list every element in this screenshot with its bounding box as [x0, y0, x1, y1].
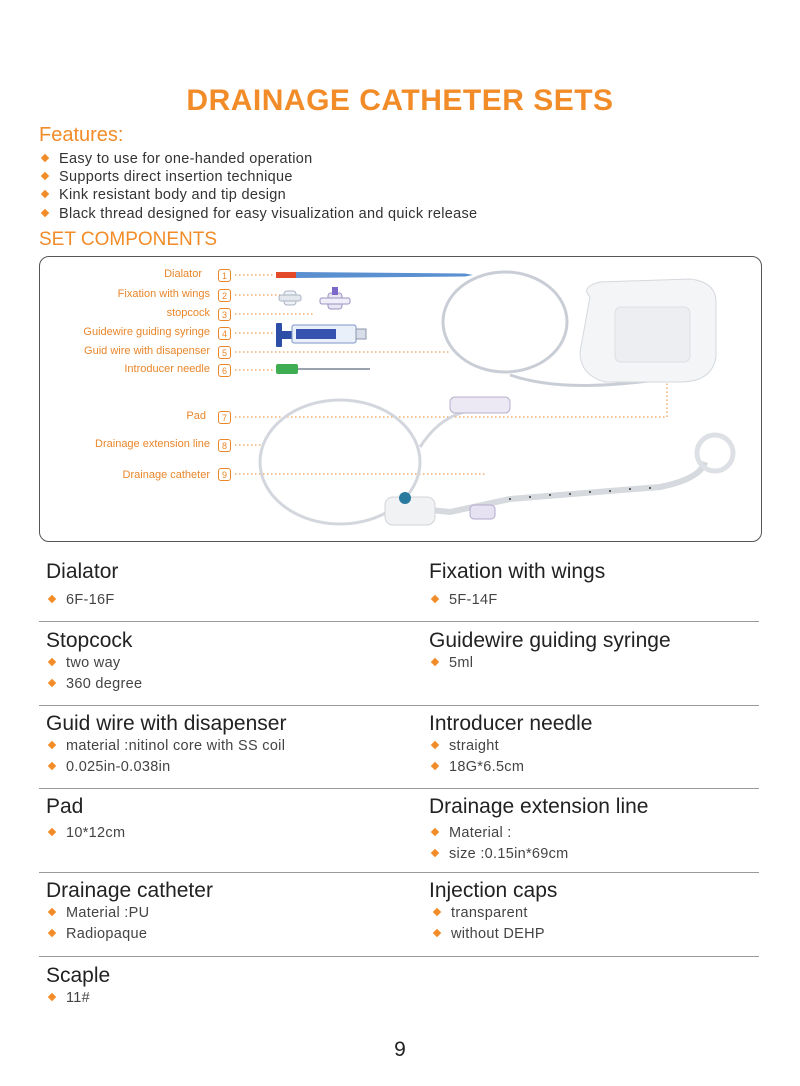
stopcock-icon	[320, 287, 350, 309]
spec-title: Drainage extension line	[429, 795, 649, 818]
set-components-panel	[39, 256, 762, 542]
bullet-diamond-icon	[41, 172, 49, 180]
component-label-syringe: Guidewire guiding syringe	[83, 326, 210, 338]
spec-item: 10*12cm	[46, 823, 125, 844]
component-label-needle: Introducer needle	[124, 363, 210, 375]
spec-stopcock	[46, 629, 142, 695]
spec-dialator	[46, 560, 118, 611]
spec-syringe	[429, 629, 671, 674]
spec-item: Material :PU	[46, 903, 213, 924]
spec-title: Introducer needle	[429, 712, 593, 735]
bullet-diamond-icon	[41, 190, 49, 198]
bullet-diamond-icon	[41, 208, 49, 216]
feature-item: Kink resistant body and tip design	[39, 186, 477, 204]
component-number: 7	[218, 411, 231, 424]
spec-item: size :0.15in*69cm	[429, 844, 648, 865]
page-number: 9	[394, 1038, 406, 1061]
bullet-diamond-icon	[48, 993, 56, 1001]
bullet-diamond-icon	[48, 908, 56, 916]
spec-item: 5ml	[429, 653, 671, 674]
fixation-wings-icon	[279, 291, 301, 305]
spec-title: Scaple	[46, 964, 111, 987]
spec-title: Fixation with wings	[429, 560, 606, 583]
introducer-needle-icon	[276, 364, 370, 374]
divider	[39, 788, 759, 789]
spec-catheter	[46, 879, 213, 945]
spec-needle	[429, 712, 592, 778]
component-number: 1	[218, 269, 231, 282]
bullet-diamond-icon	[431, 595, 439, 603]
spec-extension-line	[429, 795, 648, 865]
spec-title: Dialator	[46, 560, 119, 583]
spec-title: Pad	[46, 795, 84, 818]
bullet-diamond-icon	[431, 849, 439, 857]
bullet-diamond-icon	[431, 762, 439, 770]
component-number: 5	[218, 346, 231, 359]
bullet-diamond-icon	[48, 929, 56, 937]
component-label-stopcock: stopcock	[166, 307, 210, 319]
component-number: 6	[218, 364, 231, 377]
component-label-dilator: Dialator	[164, 268, 202, 280]
spec-title: Drainage catheter	[46, 879, 213, 902]
component-number: 4	[218, 327, 231, 340]
spec-title: Guid wire with disapenser	[46, 712, 287, 735]
spec-title: Guidewire guiding syringe	[429, 629, 671, 652]
spec-item: material :nitinol core with SS coil	[46, 736, 286, 757]
component-label-guidewire: Guid wire with disapenser	[84, 345, 210, 357]
bullet-diamond-icon	[48, 762, 56, 770]
spec-item: Material :	[429, 823, 648, 844]
divider	[39, 705, 759, 706]
bullet-diamond-icon	[431, 741, 439, 749]
spec-item: 6F-16F	[46, 590, 118, 611]
bullet-diamond-icon	[48, 679, 56, 687]
component-number: 3	[218, 308, 231, 321]
component-label-fixation: Fixation with wings	[117, 288, 210, 300]
bullet-diamond-icon	[48, 658, 56, 666]
component-number: 8	[218, 439, 231, 452]
spec-item: straight	[429, 736, 592, 757]
bullet-diamond-icon	[433, 908, 441, 916]
pad-icon	[580, 279, 716, 382]
component-label-extension: Drainage extension line	[95, 438, 210, 450]
divider	[39, 621, 759, 622]
bullet-diamond-icon	[431, 828, 439, 836]
page-title: DRAINAGE CATHETER SETS	[186, 84, 614, 117]
bullet-diamond-icon	[431, 658, 439, 666]
spec-guidewire	[46, 712, 286, 778]
spec-item: transparent	[429, 903, 557, 924]
syringe-icon	[276, 323, 366, 347]
spec-item: 360 degree	[46, 674, 142, 695]
bullet-diamond-icon	[48, 828, 56, 836]
spec-item: 0.025in-0.038in	[46, 757, 286, 778]
spec-item: without DEHP	[429, 924, 557, 945]
component-label-pad: Pad	[186, 410, 206, 422]
spec-scaple	[46, 964, 110, 1009]
bullet-diamond-icon	[433, 929, 441, 937]
spec-item: two way	[46, 653, 142, 674]
divider	[39, 872, 759, 873]
spec-item: 11#	[46, 988, 110, 1009]
spec-title: Injection caps	[429, 879, 558, 902]
component-number: 2	[218, 289, 231, 302]
component-label-catheter: Drainage catheter	[122, 469, 210, 481]
set-components-heading: SET COMPONENTS	[39, 229, 218, 250]
divider	[39, 956, 759, 957]
dilator-icon	[276, 272, 473, 278]
feature-item: Supports direct insertion technique	[39, 168, 477, 186]
spec-item: 18G*6.5cm	[429, 757, 592, 778]
connector-icon	[450, 397, 510, 413]
drainage-catheter-icon	[385, 435, 733, 525]
feature-item: Easy to use for one-handed operation	[39, 150, 477, 168]
features-heading: Features:	[39, 124, 124, 146]
spec-injection-caps	[429, 879, 557, 945]
spec-fixation	[429, 560, 605, 611]
spec-item: 5F-14F	[429, 590, 605, 611]
bullet-diamond-icon	[41, 154, 49, 162]
spec-item: Radiopaque	[46, 924, 213, 945]
feature-item: Black thread designed for easy visualization and quick release	[39, 205, 477, 223]
component-number: 9	[218, 468, 231, 481]
spec-pad	[46, 795, 125, 844]
features-list	[39, 150, 477, 223]
bullet-diamond-icon	[48, 741, 56, 749]
spec-title: Stopcock	[46, 629, 133, 652]
bullet-diamond-icon	[48, 595, 56, 603]
